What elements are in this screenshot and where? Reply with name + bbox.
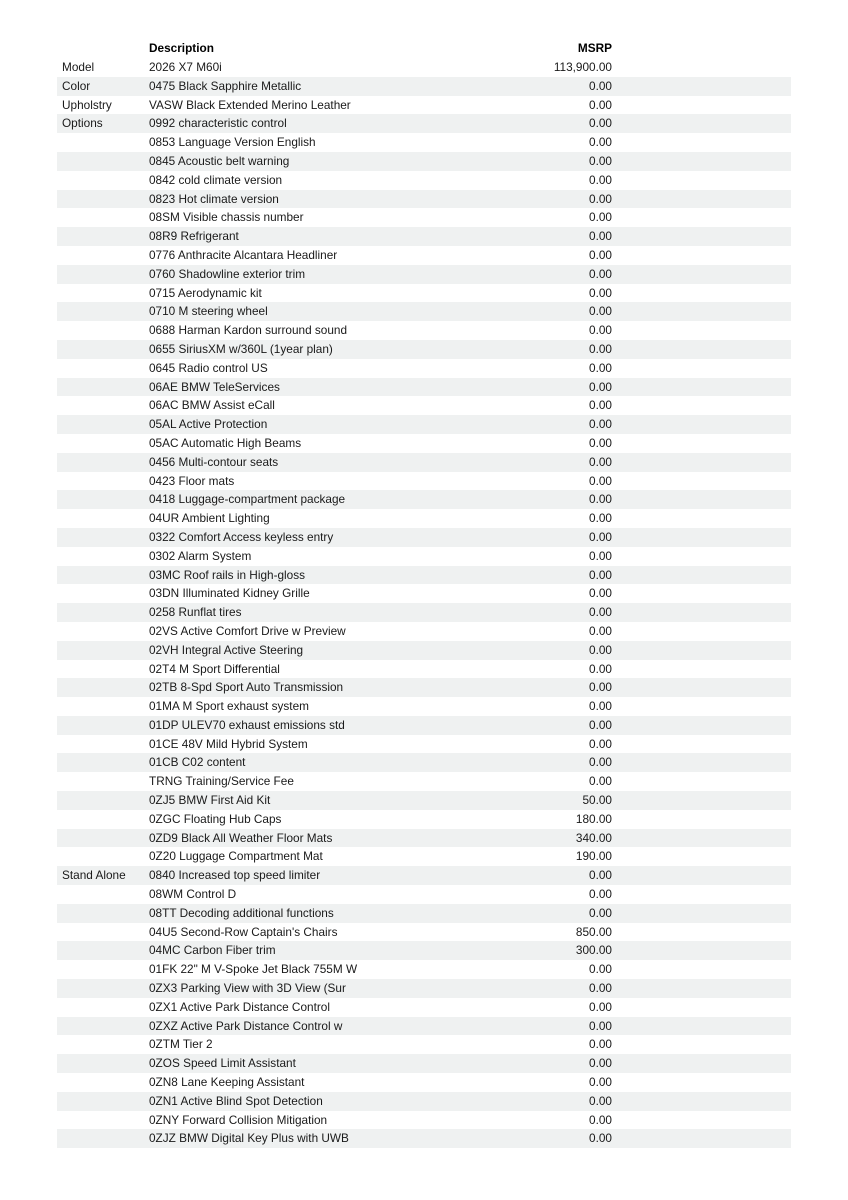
table-row bbox=[57, 941, 791, 960]
category-cell: Options bbox=[62, 116, 103, 131]
table-row bbox=[57, 359, 791, 378]
table-row bbox=[57, 678, 791, 697]
table-row bbox=[57, 998, 791, 1017]
msrp-cell: 0.00 bbox=[589, 717, 612, 732]
msrp-cell: 0.00 bbox=[589, 135, 612, 150]
table-row bbox=[57, 772, 791, 791]
table-row bbox=[57, 791, 791, 810]
table-row bbox=[57, 171, 791, 190]
category-cell: Model bbox=[62, 60, 95, 74]
table-row bbox=[57, 265, 791, 284]
description-cell: 01MA M Sport exhaust system bbox=[149, 699, 309, 714]
msrp-cell: 340.00 bbox=[575, 830, 612, 845]
table-row bbox=[57, 810, 791, 829]
table-row bbox=[57, 584, 791, 603]
description-cell: 05AC Automatic High Beams bbox=[149, 435, 302, 450]
description-cell: 03DN Illuminated Kidney Grille bbox=[149, 586, 310, 601]
msrp-cell: 0.00 bbox=[589, 1093, 612, 1108]
msrp-cell: 0.00 bbox=[589, 529, 612, 544]
description-cell: 0842 cold climate version bbox=[149, 172, 283, 187]
table-row bbox=[57, 566, 791, 585]
msrp-cell: 0.00 bbox=[589, 548, 612, 563]
table-row bbox=[57, 208, 791, 227]
description-cell: 0ZJ5 BMW First Aid Kit bbox=[149, 793, 271, 808]
msrp-cell: 850.00 bbox=[575, 924, 612, 939]
table-row bbox=[57, 660, 791, 679]
description-cell: 0ZN8 Lane Keeping Assistant bbox=[149, 1075, 305, 1090]
table-row bbox=[57, 1129, 791, 1148]
description-cell: 04UR Ambient Lighting bbox=[149, 511, 270, 526]
vehicle-options-table bbox=[57, 38, 791, 1148]
msrp-cell: 0.00 bbox=[589, 586, 612, 601]
msrp-cell: 0.00 bbox=[589, 285, 612, 300]
msrp-cell: 0.00 bbox=[589, 567, 612, 582]
msrp-cell: 0.00 bbox=[589, 247, 612, 262]
msrp-cell: 0.00 bbox=[589, 210, 612, 225]
table-row bbox=[57, 509, 791, 528]
table-row bbox=[57, 490, 791, 509]
msrp-cell: 0.00 bbox=[589, 97, 612, 112]
table-row bbox=[57, 885, 791, 904]
msrp-cell: 0.00 bbox=[589, 116, 612, 131]
description-cell: 0423 Floor mats bbox=[149, 473, 235, 488]
msrp-cell: 0.00 bbox=[589, 962, 612, 977]
table-row bbox=[57, 190, 791, 209]
table-row bbox=[57, 1111, 791, 1130]
description-cell: 0ZOS Speed Limit Assistant bbox=[149, 1056, 296, 1071]
msrp-cell: 0.00 bbox=[589, 1131, 612, 1146]
msrp-cell: 0.00 bbox=[589, 153, 612, 168]
description-cell: TRNG Training/Service Fee bbox=[149, 774, 294, 789]
msrp-cell: 0.00 bbox=[589, 266, 612, 281]
description-cell: 01CB C02 content bbox=[149, 755, 246, 770]
table-row bbox=[57, 1092, 791, 1111]
table-row bbox=[57, 716, 791, 735]
description-cell: 0ZN1 Active Blind Spot Detection bbox=[149, 1093, 323, 1108]
table-body bbox=[57, 58, 791, 1148]
msrp-cell: 0.00 bbox=[589, 454, 612, 469]
msrp-cell: 0.00 bbox=[589, 623, 612, 638]
msrp-cell: 0.00 bbox=[589, 736, 612, 751]
table-row bbox=[57, 753, 791, 772]
table-row bbox=[57, 829, 791, 848]
msrp-cell: 0.00 bbox=[589, 473, 612, 488]
description-cell: 0776 Anthracite Alcantara Headliner bbox=[149, 247, 338, 262]
description-cell: 05AL Active Protection bbox=[149, 417, 268, 432]
description-cell: 02VS Active Comfort Drive w Preview bbox=[149, 623, 346, 638]
msrp-cell: 0.00 bbox=[589, 1037, 612, 1052]
table-row bbox=[57, 1017, 791, 1036]
table-row bbox=[57, 133, 791, 152]
table-row bbox=[57, 603, 791, 622]
description-cell: 08SM Visible chassis number bbox=[149, 210, 304, 225]
msrp-cell: 0.00 bbox=[589, 868, 612, 883]
table-row bbox=[57, 641, 791, 660]
description-cell: 0ZX3 Parking View with 3D View (Sur bbox=[149, 981, 346, 996]
table-row bbox=[57, 415, 791, 434]
msrp-cell: 0.00 bbox=[589, 341, 612, 356]
description-cell: 0715 Aerodynamic kit bbox=[149, 285, 262, 300]
description-cell: 0655 SiriusXM w/360L (1year plan) bbox=[149, 341, 333, 356]
description-cell: 0456 Multi-contour seats bbox=[149, 454, 279, 469]
msrp-cell: 0.00 bbox=[589, 999, 612, 1014]
msrp-cell: 0.00 bbox=[589, 78, 612, 93]
table-row bbox=[57, 453, 791, 472]
msrp-cell: 0.00 bbox=[589, 1018, 612, 1033]
description-cell: 06AC BMW Assist eCall bbox=[149, 398, 275, 413]
msrp-cell: 50.00 bbox=[582, 793, 612, 808]
description-cell: 04MC Carbon Fiber trim bbox=[149, 943, 276, 958]
table-row bbox=[57, 77, 791, 96]
category-cell: Color bbox=[62, 78, 91, 93]
category-cell: Upholstry bbox=[62, 97, 112, 112]
msrp-cell: 0.00 bbox=[589, 1075, 612, 1090]
description-cell: 0ZD9 Black All Weather Floor Mats bbox=[149, 830, 333, 845]
description-cell: 0760 Shadowline exterior trim bbox=[149, 266, 306, 281]
description-cell: 0840 Increased top speed limiter bbox=[149, 868, 321, 883]
description-cell: 0845 Acoustic belt warning bbox=[149, 153, 290, 168]
msrp-cell: 0.00 bbox=[589, 323, 612, 338]
table-row bbox=[57, 246, 791, 265]
table-row bbox=[57, 735, 791, 754]
msrp-cell: 0.00 bbox=[589, 1056, 612, 1071]
description-cell: 0ZTM Tier 2 bbox=[149, 1037, 213, 1052]
description-cell: 0Z20 Luggage Compartment Mat bbox=[149, 849, 323, 864]
description-cell: 0ZNY Forward Collision Mitigation bbox=[149, 1112, 328, 1127]
msrp-cell: 0.00 bbox=[589, 699, 612, 714]
table-row bbox=[57, 622, 791, 641]
msrp-cell: 0.00 bbox=[589, 981, 612, 996]
description-cell: 01CE 48V Mild Hybrid System bbox=[149, 736, 308, 751]
description-cell: 0322 Comfort Access keyless entry bbox=[149, 529, 334, 544]
table-row bbox=[57, 378, 791, 397]
msrp-cell: 0.00 bbox=[589, 680, 612, 695]
msrp-cell: 300.00 bbox=[575, 943, 612, 958]
description-cell: 08TT Decoding additional functions bbox=[149, 905, 334, 920]
table-row bbox=[57, 923, 791, 942]
msrp-cell: 0.00 bbox=[589, 605, 612, 620]
table-row bbox=[57, 396, 791, 415]
table-header-row bbox=[57, 38, 791, 58]
table-row bbox=[57, 1054, 791, 1073]
description-cell: VASW Black Extended Merino Leather bbox=[149, 97, 351, 112]
msrp-cell: 0.00 bbox=[589, 398, 612, 413]
description-cell: 02VH Integral Active Steering bbox=[149, 642, 304, 657]
description-cell: 0475 Black Sapphire Metallic bbox=[149, 78, 302, 93]
msrp-cell: 0.00 bbox=[589, 887, 612, 902]
table-row bbox=[57, 1035, 791, 1054]
table-row bbox=[57, 340, 791, 359]
description-cell: 0418 Luggage-compartment package bbox=[149, 492, 346, 507]
table-row bbox=[57, 866, 791, 885]
msrp-cell: 0.00 bbox=[589, 661, 612, 676]
table-row bbox=[57, 472, 791, 491]
description-cell: 0ZJZ BMW Digital Key Plus with UWB bbox=[149, 1131, 349, 1146]
msrp-cell: 190.00 bbox=[575, 849, 612, 864]
description-cell: 03MC Roof rails in High-gloss bbox=[149, 567, 306, 582]
table-row bbox=[57, 1073, 791, 1092]
description-cell: 0853 Language Version English bbox=[149, 135, 316, 150]
description-cell: 0ZX1 Active Park Distance Control bbox=[149, 999, 330, 1014]
table-row bbox=[57, 227, 791, 246]
msrp-cell: 0.00 bbox=[589, 642, 612, 657]
msrp-cell: 0.00 bbox=[589, 774, 612, 789]
description-cell: 06AE BMW TeleServices bbox=[149, 379, 280, 394]
description-cell: 0302 Alarm System bbox=[149, 548, 252, 563]
description-cell: 01FK 22" M V-Spoke Jet Black 755M W bbox=[149, 962, 358, 977]
table-row bbox=[57, 302, 791, 321]
msrp-cell: 0.00 bbox=[589, 435, 612, 450]
table-row bbox=[57, 697, 791, 716]
msrp-cell: 0.00 bbox=[589, 417, 612, 432]
msrp-cell: 0.00 bbox=[589, 172, 612, 187]
msrp-cell: 113,900.00 bbox=[553, 60, 612, 74]
msrp-cell: 0.00 bbox=[589, 229, 612, 244]
table-row bbox=[57, 152, 791, 171]
description-cell: 0258 Runflat tires bbox=[149, 605, 242, 620]
description-cell: 2026 X7 M60i bbox=[149, 60, 222, 74]
msrp-cell: 0.00 bbox=[589, 511, 612, 526]
description-cell: 0992 characteristic control bbox=[149, 116, 287, 131]
table-row bbox=[57, 58, 791, 77]
description-cell: 08R9 Refrigerant bbox=[149, 229, 239, 244]
table-row bbox=[57, 434, 791, 453]
description-cell: 0823 Hot climate version bbox=[149, 191, 279, 206]
table-row bbox=[57, 528, 791, 547]
description-cell: 08WM Control D bbox=[149, 887, 237, 902]
table-row bbox=[57, 284, 791, 303]
msrp-cell: 0.00 bbox=[589, 379, 612, 394]
msrp-cell: 0.00 bbox=[589, 360, 612, 375]
msrp-cell: 0.00 bbox=[589, 191, 612, 206]
table-row bbox=[57, 847, 791, 866]
description-cell: 04U5 Second-Row Captain's Chairs bbox=[149, 924, 338, 939]
description-cell: 0688 Harman Kardon surround sound bbox=[149, 323, 348, 338]
table-row bbox=[57, 904, 791, 923]
table-row bbox=[57, 979, 791, 998]
description-cell: 0710 M steering wheel bbox=[149, 304, 268, 319]
header-description: Description bbox=[149, 40, 214, 55]
msrp-cell: 0.00 bbox=[589, 304, 612, 319]
description-cell: 02T4 M Sport Differential bbox=[149, 661, 280, 676]
msrp-cell: 0.00 bbox=[589, 492, 612, 507]
table-row bbox=[57, 114, 791, 133]
msrp-cell: 0.00 bbox=[589, 755, 612, 770]
description-cell: 01DP ULEV70 exhaust emissions std bbox=[149, 717, 345, 732]
category-cell: Stand Alone bbox=[62, 868, 126, 883]
description-cell: 0ZXZ Active Park Distance Control w bbox=[149, 1018, 343, 1033]
table-row bbox=[57, 96, 791, 115]
header-msrp: MSRP bbox=[577, 40, 612, 55]
msrp-cell: 180.00 bbox=[575, 811, 612, 826]
description-cell: 0645 Radio control US bbox=[149, 360, 268, 375]
table-row bbox=[57, 547, 791, 566]
msrp-cell: 0.00 bbox=[589, 905, 612, 920]
table-row bbox=[57, 960, 791, 979]
description-cell: 0ZGC Floating Hub Caps bbox=[149, 811, 282, 826]
msrp-cell: 0.00 bbox=[589, 1112, 612, 1127]
description-cell: 02TB 8-Spd Sport Auto Transmission bbox=[149, 680, 344, 695]
table-row bbox=[57, 321, 791, 340]
